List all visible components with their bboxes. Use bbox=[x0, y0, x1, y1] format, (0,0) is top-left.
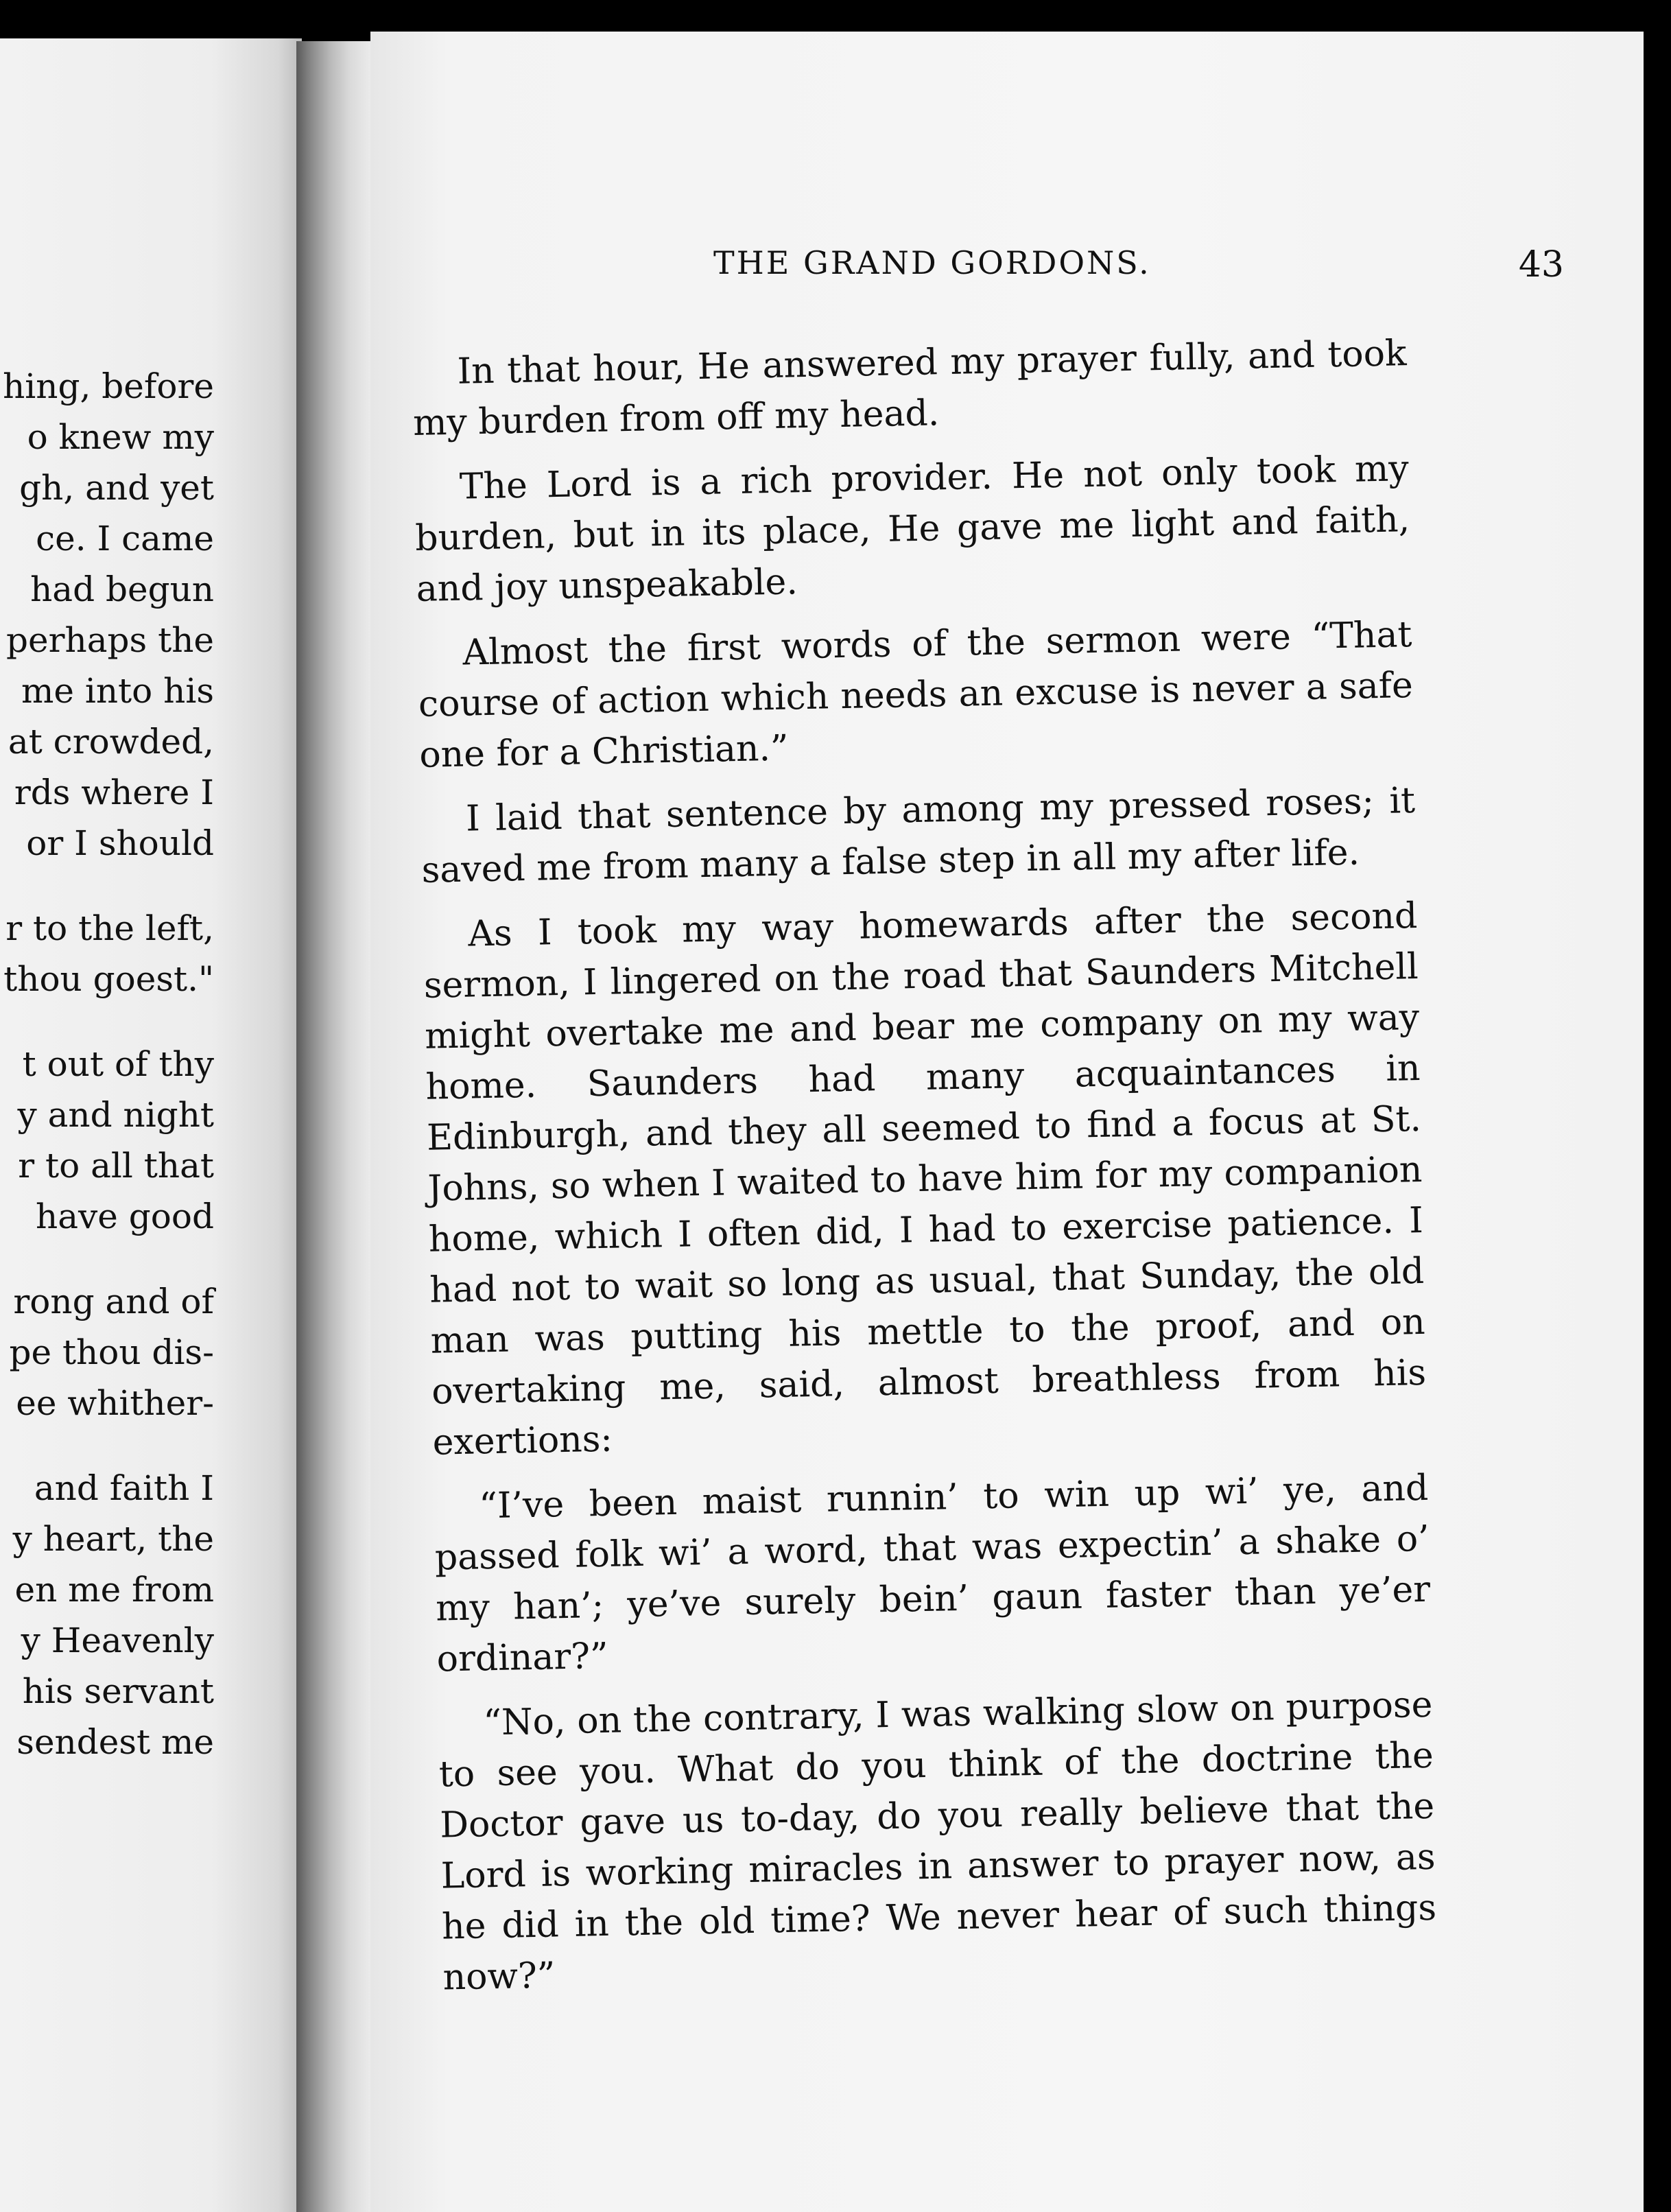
paragraph: Almost the first words of the sermon were “That course of action which needs an excuse is never a safe one for a Christian.” bbox=[418, 614, 1414, 776]
left-line: ee whither- bbox=[16, 1383, 214, 1423]
left-line: rong and of bbox=[13, 1282, 214, 1321]
binding-gutter bbox=[296, 41, 372, 2212]
paragraph: “No, on the contrary, I was walking slow on purpose to see you. What do you think of the doctrine the Doctor gave us to-day, do you really believe that the Lord is working miracles in answer to prayer now, as he did in the old time? We never hear of such things now?” bbox=[438, 1684, 1437, 1999]
left-line: en me from bbox=[14, 1570, 214, 1610]
paragraph: As I took my way homewards after the second sermon, I lingered on the road that Saunders Mitchell might overtake me and bear me company on my way home. Saunders had many acquaintances in Edinburgh, and they all seemed to find a focus at St. Johns, so when I waited to have him for my companion home, which I often did, I had to exercise patience. I had not to wait so long as usual, that Sunday, the old man was putting his mettle to the proof, and on overtaking me, said, almost breathless from his exertions: bbox=[423, 895, 1427, 1463]
left-gap bbox=[0, 1004, 214, 1039]
left-line: thou goest." bbox=[3, 959, 214, 999]
left-line: or I should bbox=[26, 823, 214, 863]
left-line: had begun bbox=[30, 569, 214, 609]
left-line: have good bbox=[36, 1197, 214, 1236]
body-text bbox=[412, 328, 1438, 2016]
scan-border bbox=[1644, 32, 1671, 2212]
left-line: ce. I came bbox=[36, 519, 214, 558]
left-line: t out of thy bbox=[22, 1044, 214, 1084]
left-line: at crowded, bbox=[8, 722, 214, 762]
left-line: gh, and yet bbox=[19, 468, 214, 508]
left-page bbox=[0, 38, 302, 2212]
left-line: rds where I bbox=[14, 773, 214, 812]
left-line: y heart, the bbox=[12, 1519, 214, 1559]
paragraph: In that hour, He answered my prayer fully, and took my burden from off my head. bbox=[412, 333, 1408, 444]
left-line: and faith I bbox=[34, 1468, 214, 1508]
running-head bbox=[713, 244, 1564, 299]
left-line: perhaps the bbox=[6, 620, 214, 660]
left-line: y Heavenly bbox=[21, 1621, 214, 1660]
left-gap bbox=[0, 869, 214, 903]
left-line: sendest me bbox=[16, 1722, 214, 1762]
left-line: y and night bbox=[17, 1095, 214, 1135]
right-page bbox=[370, 32, 1644, 2212]
paragraph: The Lord is a rich provider. He not only took my burden, but in its place, He gave me light and faith, and joy unspeakable. bbox=[414, 448, 1410, 610]
paragraph: “I’ve been maist runnin’ to win up wi’ ye, and passed folk wi’ a word, that was expectin’ a shake o’ my han’; ye’ve surely bein’ gaun faster than ye’er ordinar?” bbox=[434, 1467, 1431, 1680]
left-line: r to the left, bbox=[5, 908, 214, 948]
left-line: his servant bbox=[22, 1671, 214, 1711]
left-line: hing, before bbox=[3, 366, 214, 406]
paragraph: I laid that sentence by among my pressed roses; it saved me from many a false step in all my after life. bbox=[421, 780, 1416, 891]
running-head-title: THE GRAND GORDONS. bbox=[713, 244, 1151, 281]
page-number: 43 bbox=[1518, 244, 1564, 285]
left-line: o knew my bbox=[27, 417, 214, 457]
left-gap bbox=[0, 1428, 214, 1463]
left-line: pe thou dis- bbox=[9, 1332, 214, 1372]
left-gap bbox=[0, 1242, 214, 1276]
left-page-text bbox=[0, 361, 214, 1767]
left-line: r to all that bbox=[18, 1146, 214, 1186]
left-line: me into his bbox=[21, 671, 214, 711]
